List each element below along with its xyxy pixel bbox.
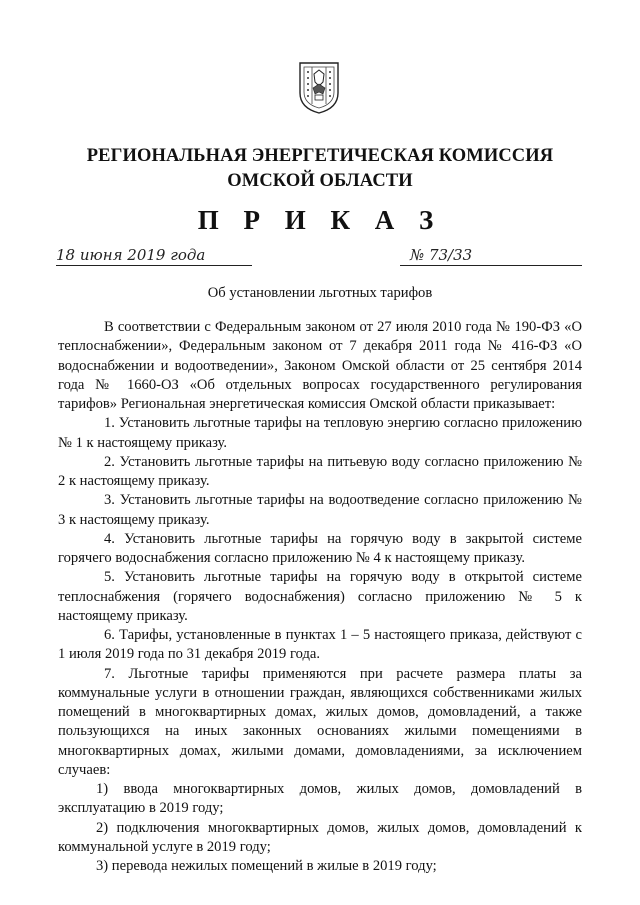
omsk-coat-of-arms-icon [297,60,341,115]
organization-name-line-2: ОМСКОЙ ОБЛАСТИ [227,171,413,191]
document-type-title: П Р И К А З [197,205,443,235]
subclause-1: 1) ввода многоквартирных домов, жилых домов, домовладений в эксплуатацию в 2019 году; [58,781,582,817]
date-underline [56,265,252,266]
number-underline [400,265,582,266]
preamble-paragraph: В соответствии с Федеральным законом от 27 июля 2010 года № 190-ФЗ «О теплоснабжении», Федеральным законом от 7 декабря 2011 года № 416-ФЗ «О водоснабжении и водоотведении», Законом Омской области от 25 сентября 2014 года № 1660-ОЗ «Об отдельных вопросах государственного регулирования тарифов» Региональная энергетическая комиссия Омской области приказывает: [58,319,582,412]
organization-name-line-1: РЕГИОНАЛЬНАЯ ЭНЕРГЕТИЧЕСКАЯ КОМИССИЯ [86,146,554,166]
clause-3: 3. Установить льготные тарифы на водоотведение согласно приложению № 3 к настоящему приказу. [58,492,582,528]
subclause-3: 3) перевода нежилых помещений в жилые в 2019 году; [96,858,437,874]
clause-5: 5. Установить льготные тарифы на горячую воду в открытой системе теплоснабжения (горячего водоснабжения) согласно приложению № 5 к настоящему приказу. [58,569,582,624]
clause-2: 2. Установить льготные тарифы на питьевую воду согласно приложению № 2 к настоящему приказу. [58,453,582,489]
document-body [58,318,582,876]
handwritten-date: 18 июня 2019 года [56,246,206,264]
clause-1: 1. Установить льготные тарифы на тепловую энергию согласно приложению № 1 к настоящему приказу. [58,415,582,451]
subclause-2: 2) подключения многоквартирных домов, жилых домов, домовладений к коммунальной услуге в 2019 году; [58,819,582,855]
clause-6: 6. Тарифы, установленные в пунктах 1 – 5 настоящего приказа, действуют с 1 июля 2019 года по 31 декабря 2019 года. [58,627,582,663]
document-subject: Об установлении льготных тарифов [207,285,433,301]
clause-4: 4. Установить льготные тарифы на горячую воду в закрытой системе горячего водоснабжения согласно приложению № 4 к настоящему приказу. [58,530,582,566]
handwritten-number: № 73/33 [410,246,473,264]
clause-7: 7. Льготные тарифы применяются при расчете размера платы за коммунальные услуги в отношении граждан, являющихся собственниками жилых помещений в многоквартирных домах, жилых домов, домовладений, а также пользующихся на иных законных основаниях жилыми помещениями в многоквартирных домах, жилыми домами, домовладениями, за исключением случаев: [58,665,582,778]
